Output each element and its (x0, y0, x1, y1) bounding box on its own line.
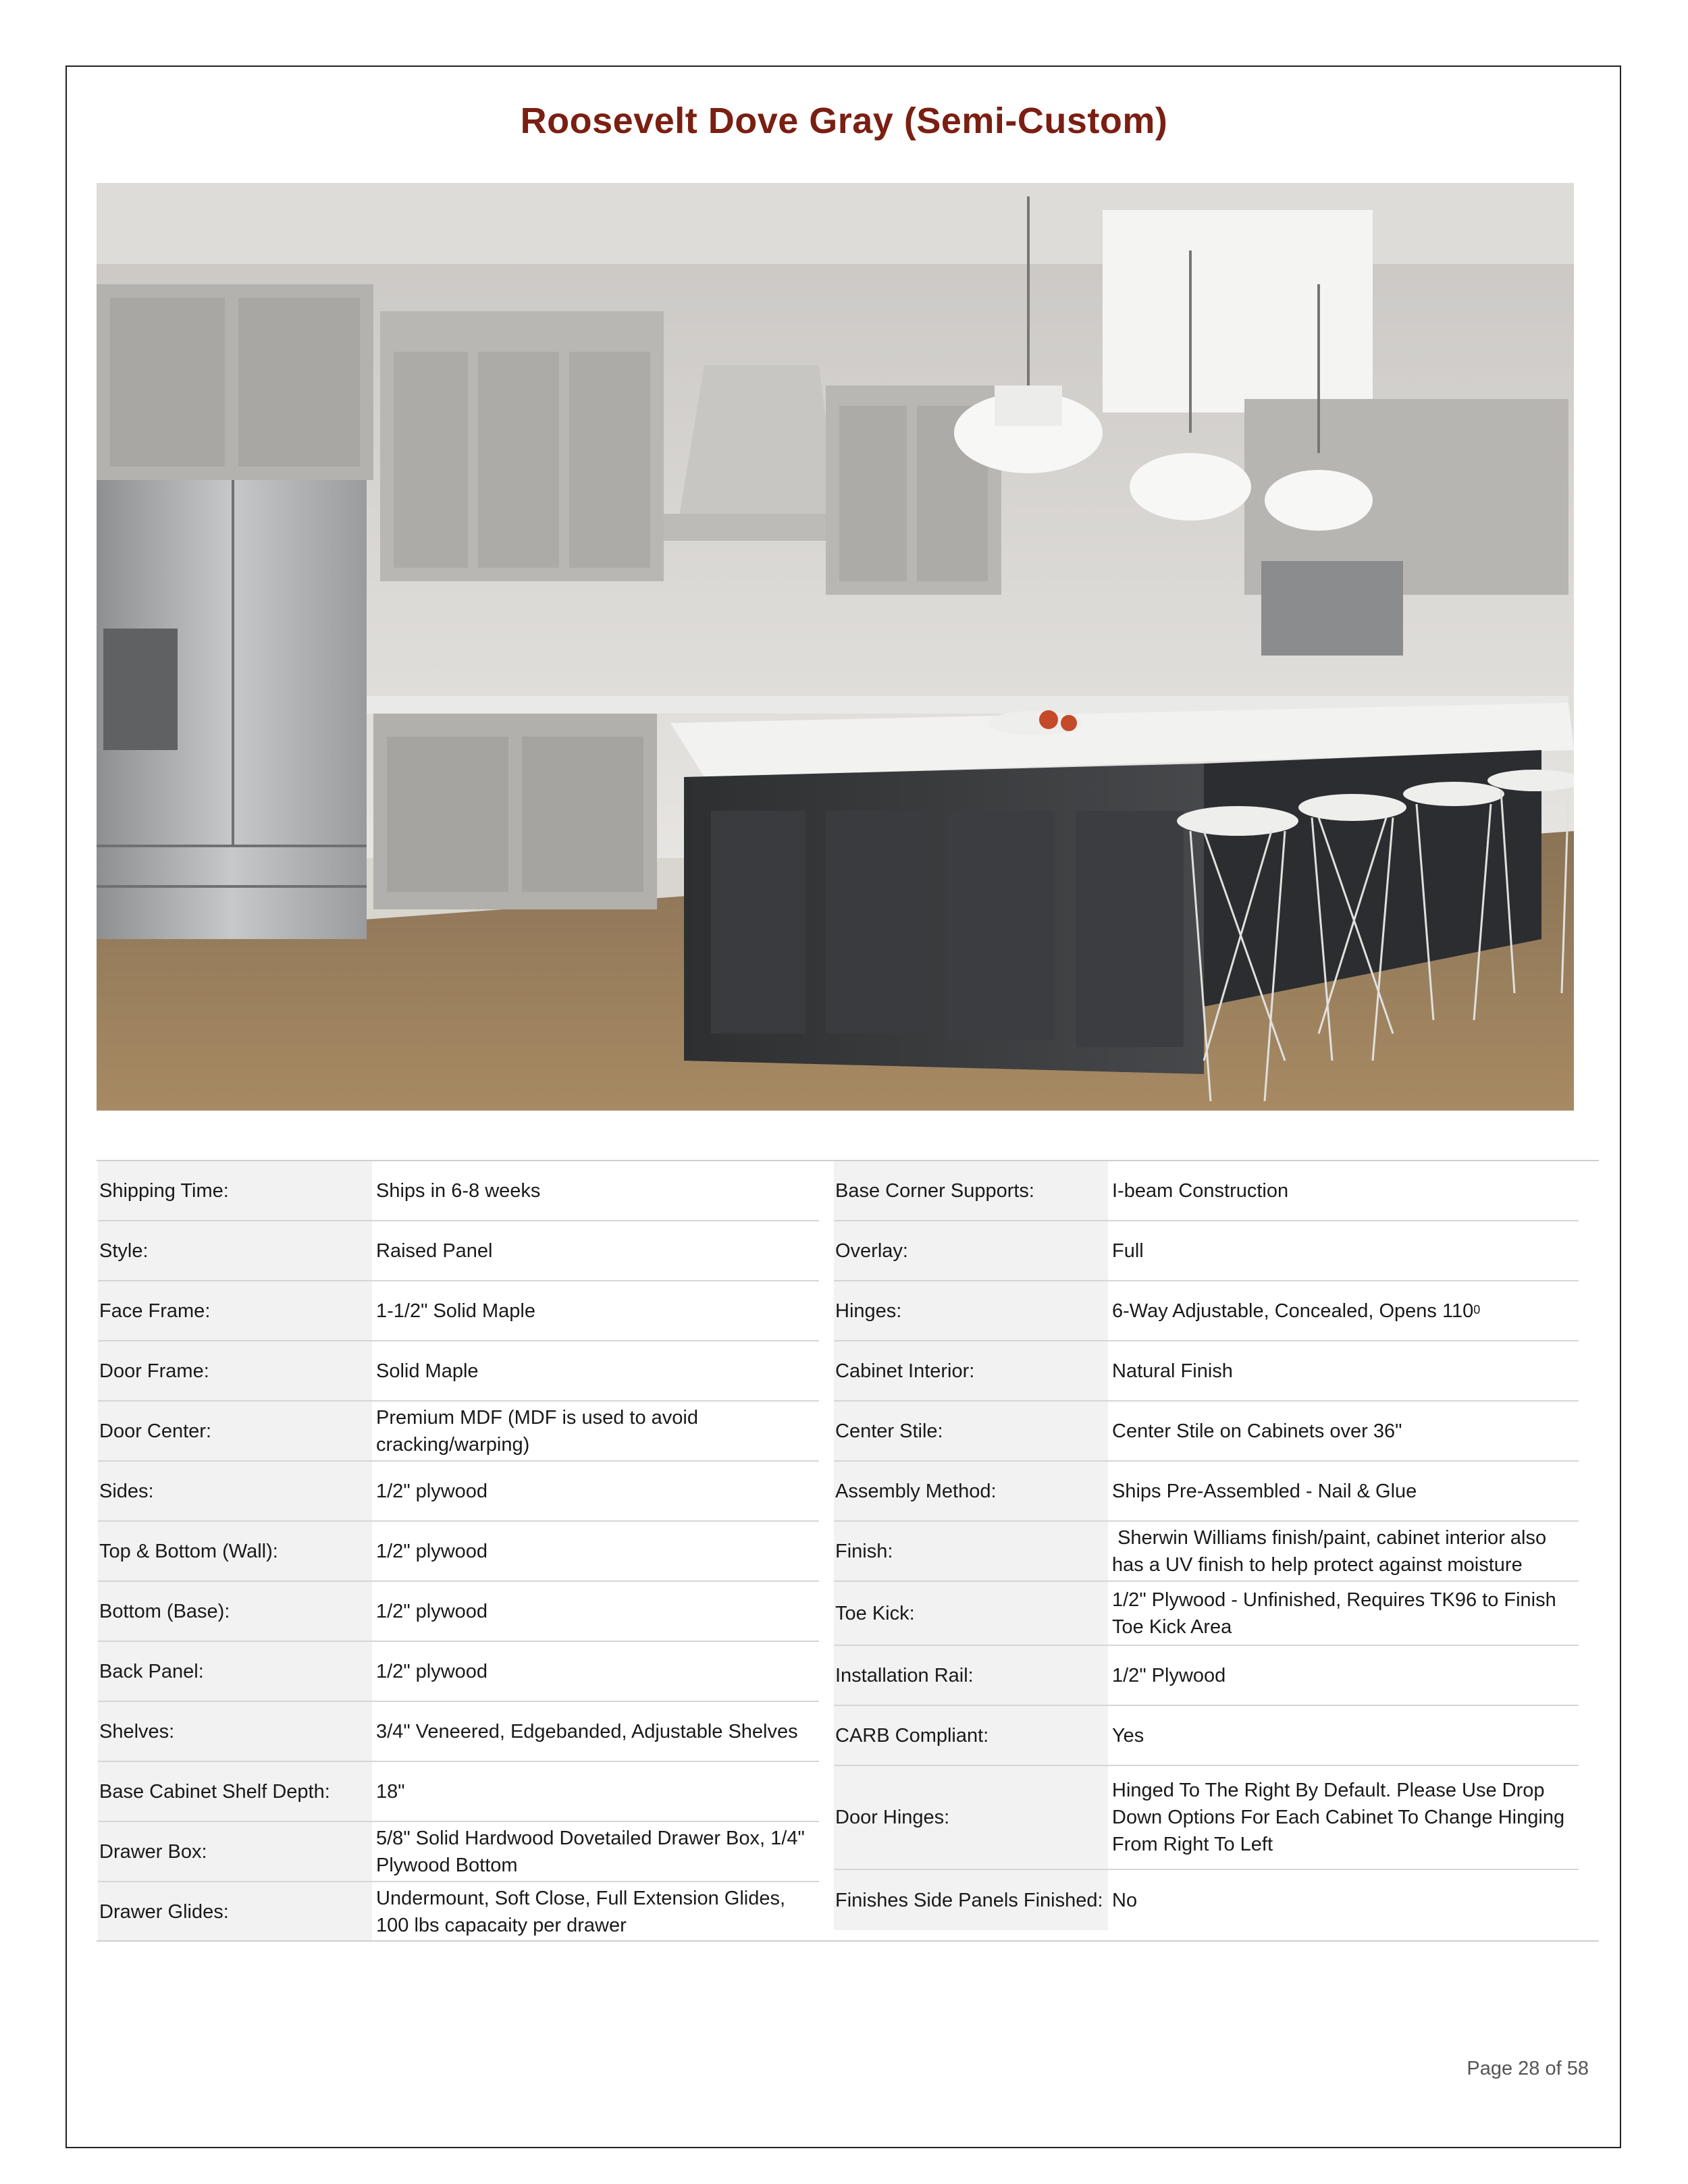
spec-row (98, 1822, 819, 1882)
spec-value: 1/2" plywood (376, 1660, 488, 1682)
spec-label: Cabinet Interior: (834, 1341, 1108, 1400)
page-total: 58 (1566, 2058, 1589, 2079)
spec-label: Base Corner Supports: (834, 1161, 1108, 1220)
page-number (1467, 2058, 1589, 2080)
spec-value: Raised Panel (376, 1240, 493, 1262)
spec-label: Overlay: (834, 1221, 1108, 1280)
spec-value: Full (1112, 1240, 1144, 1262)
page-title: Roosevelt Dove Gray (Semi-Custom) (520, 101, 1168, 141)
specs-bottom-rule (97, 1940, 1599, 1942)
spec-row (98, 1462, 819, 1522)
spec-value: 1/2" Plywood (1112, 1664, 1226, 1686)
spec-value: 5/8" Solid Hardwood Dovetailed Drawer Box, 1/4" Plywood Bottom (376, 1827, 805, 1876)
spec-value: 1/2" plywood (376, 1600, 488, 1622)
spec-row (98, 1702, 819, 1762)
spec-label: Assembly Method: (834, 1462, 1108, 1520)
spec-row (834, 1462, 1579, 1522)
spec-label: Top & Bottom (Wall): (98, 1522, 372, 1580)
spec-value: Solid Maple (376, 1360, 479, 1382)
spec-label: Shipping Time: (98, 1161, 372, 1220)
page-current: 28 (1518, 2058, 1540, 2079)
spec-row (834, 1161, 1579, 1221)
spec-value: Hinged To The Right By Default. Please Use Drop Down Options For Each Cabinet To Change Hinging From Right To Left (1112, 1780, 1565, 1855)
spec-row (834, 1646, 1579, 1706)
spec-value: Undermount, Soft Close, Full Extension Glides, 100 lbs capacaity per drawer (376, 1887, 786, 1936)
spec-value: 1/2" plywood (376, 1540, 488, 1562)
spec-value: Premium MDF (MDF is used to avoid cracking/warping) (376, 1406, 698, 1456)
spec-value: 1/2" Plywood - Unfinished, Requires TK96 to Finish Toe Kick Area (1112, 1589, 1556, 1638)
spec-row (98, 1522, 819, 1582)
spec-label: Face Frame: (98, 1281, 372, 1340)
spec-value: 18" (376, 1780, 405, 1803)
spec-value: 1-1/2" Solid Maple (376, 1300, 535, 1322)
page-prefix: Page (1467, 2058, 1513, 2079)
spec-row (98, 1582, 819, 1642)
spec-row (834, 1706, 1579, 1766)
spec-label: Bottom (Base): (98, 1582, 372, 1641)
spec-label: Drawer Glides: (98, 1882, 372, 1941)
spec-row (834, 1870, 1579, 1930)
spec-label: Finish: (834, 1522, 1108, 1580)
spec-label: Drawer Box: (98, 1822, 372, 1881)
spec-value: Center Stile on Cabinets over 36" (1112, 1420, 1402, 1442)
spec-label: Door Frame: (98, 1341, 372, 1400)
spec-label: Back Panel: (98, 1642, 372, 1701)
spec-label: Door Hinges: (834, 1766, 1108, 1869)
spec-row (98, 1161, 819, 1221)
spec-value: Ships Pre-Assembled - Nail & Glue (1112, 1480, 1417, 1502)
spec-row (98, 1221, 819, 1281)
kitchen-illustration (97, 183, 1574, 1111)
spec-value (1108, 1281, 1579, 1340)
specs-right-column (834, 1161, 1579, 1930)
spec-label: Toe Kick: (834, 1582, 1108, 1645)
spec-row (834, 1766, 1579, 1870)
degree-superscript: 0 (1473, 1303, 1481, 1316)
spec-label: Shelves: (98, 1702, 372, 1761)
kitchen-photo (97, 183, 1574, 1111)
spec-row (834, 1281, 1579, 1341)
spec-label: Hinges: (834, 1281, 1108, 1340)
spec-label: Sides: (98, 1462, 372, 1520)
spec-row (98, 1402, 819, 1462)
spec-label: Style: (98, 1221, 372, 1280)
spec-value: Ships in 6-8 weeks (376, 1179, 541, 1202)
spec-row (834, 1402, 1579, 1462)
hinges-value-text: 6-Way Adjustable, Concealed, Opens 110 (1112, 1300, 1474, 1322)
spec-value: 3/4" Veneered, Edgebanded, Adjustable Shelves (376, 1720, 798, 1742)
spec-row (98, 1762, 819, 1822)
specs-left-column (98, 1161, 819, 1941)
spec-row (98, 1642, 819, 1702)
spec-row (834, 1341, 1579, 1402)
spec-row (834, 1221, 1579, 1281)
spec-row (98, 1341, 819, 1402)
spec-label: Center Stile: (834, 1402, 1108, 1460)
page-of: of (1545, 2058, 1562, 2079)
spec-value: Natural Finish (1112, 1360, 1233, 1382)
spec-value: Sherwin Williams finish/paint, cabinet interior also has a UV finish to help protect against moisture (1112, 1526, 1552, 1576)
spec-row (834, 1522, 1579, 1582)
spec-label: Installation Rail: (834, 1646, 1108, 1705)
spec-label: Door Center: (98, 1402, 372, 1460)
spec-label: Finishes Side Panels Finished: (834, 1870, 1108, 1930)
spec-value: No (1112, 1889, 1138, 1911)
spec-value: 1/2" plywood (376, 1480, 488, 1502)
spec-row (98, 1882, 819, 1941)
spec-label: Base Cabinet Shelf Depth: (98, 1762, 372, 1821)
spec-row (98, 1281, 819, 1341)
spec-value: Yes (1112, 1724, 1144, 1747)
spec-label: CARB Compliant: (834, 1706, 1108, 1765)
spec-row (834, 1582, 1579, 1646)
spec-value: I-beam Construction (1112, 1179, 1289, 1202)
